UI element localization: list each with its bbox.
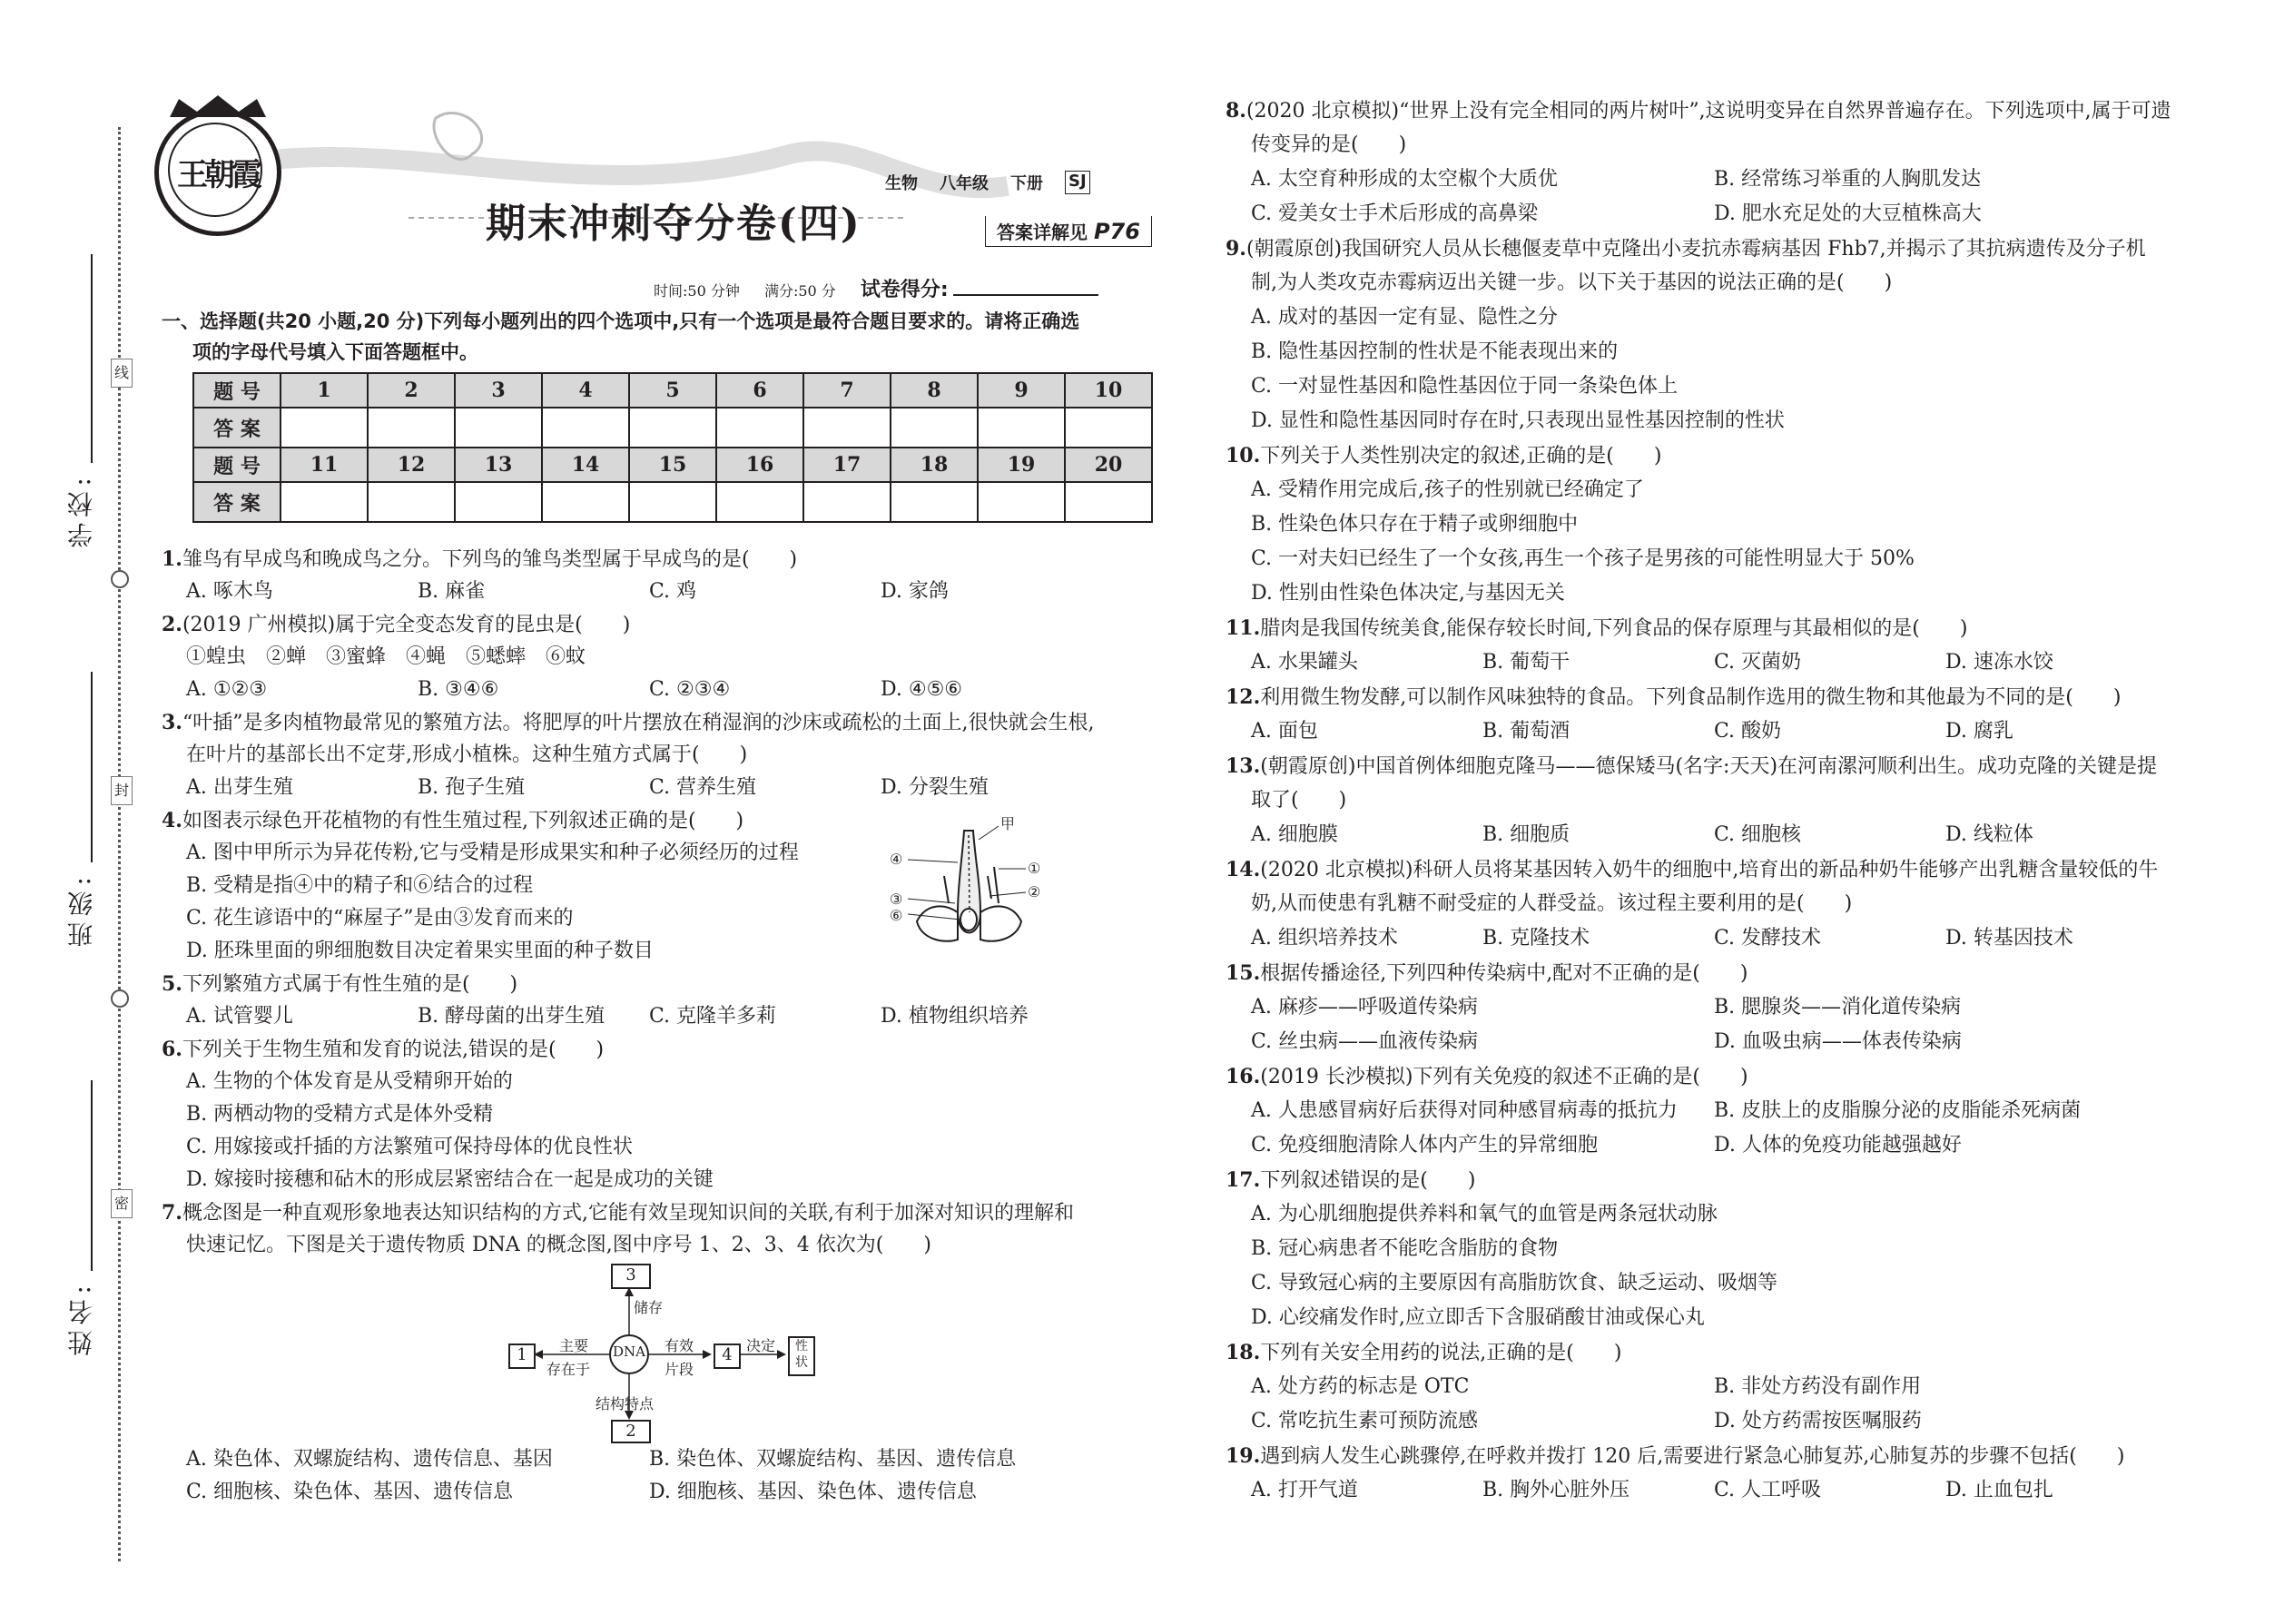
option[interactable]: C. 一对夫妇已经生了一个女孩,再生一个孩子是男孩的可能性明显大于 50% (1251, 547, 1915, 570)
answer-cell[interactable] (542, 408, 629, 448)
label-segment: 片段 (665, 1361, 694, 1378)
option[interactable]: C. 丝虫病——血液传染病 (1251, 1030, 1479, 1053)
question-14-line2: 奶,从而使患有乳糖不耐受症的人群受益。该过程主要利用的是( ) (1251, 892, 1853, 915)
option[interactable]: B. 克隆技术 (1482, 927, 1590, 950)
class-label: 班级: (66, 871, 96, 948)
option[interactable]: C. 花生谚语中的“麻屋子”是由③发育而来的 (186, 907, 574, 930)
label-exists-in: 存在于 (546, 1361, 591, 1378)
answer-cell[interactable] (368, 408, 455, 448)
question-13: 13.(朝霞原创)中国首例体细胞克隆马——德保矮马(名字:天天)在河南漯河顺利出生。成功克隆的关键是提 (1226, 754, 2158, 778)
option[interactable]: C. 营养生殖 (649, 776, 757, 799)
option[interactable]: D. 转基因技术 (1945, 927, 2073, 950)
answer-cell[interactable] (716, 482, 803, 522)
option[interactable]: A. 染色体、双螺旋结构、遗传信息、基因 (186, 1448, 553, 1471)
table-label-number: 题 号 (193, 448, 281, 482)
tag-grade: 八年级 (940, 174, 989, 193)
option[interactable]: A. 出芽生殖 (186, 776, 293, 799)
option[interactable]: C. 用嫁接或扦插的方法繁殖可保持母体的优良性状 (186, 1136, 634, 1158)
table-number: 10 (1065, 373, 1152, 408)
option[interactable]: D. 性别由性染色体决定,与基因无关 (1251, 582, 1565, 605)
answer-cell[interactable] (542, 482, 629, 522)
option[interactable]: D. 嫁接时接穗和砧木的形成层紧密结合在一起是成功的关键 (186, 1168, 714, 1191)
flower-label-3: ③ (890, 891, 903, 908)
option[interactable]: C. ②③④ (649, 678, 731, 701)
option[interactable]: D. 血吸虫病——体表传染病 (1714, 1030, 1962, 1053)
option[interactable]: C. 灭菌奶 (1714, 651, 1802, 674)
option[interactable]: D. 植物组织培养 (881, 1005, 1029, 1028)
tag-subject: 生物 (885, 174, 918, 193)
answer-cell[interactable] (803, 482, 891, 522)
crown-icon (152, 94, 284, 119)
option[interactable]: A. 人患感冒病好后获得对同种感冒病毒的抵抗力 (1251, 1099, 1678, 1122)
option[interactable]: D. 线粒体 (1945, 823, 2033, 846)
binding-hole-icon (111, 989, 129, 1008)
option[interactable]: D. 心绞痛发作时,应立即舌下含服硝酸甘油或保心丸 (1251, 1306, 1705, 1329)
option[interactable]: A. 细胞膜 (1251, 823, 1338, 846)
school-underline (91, 254, 93, 463)
option[interactable]: D. 家鸽 (881, 580, 949, 603)
table-number: 2 (368, 373, 455, 408)
option[interactable]: B. ③④⑥ (418, 678, 499, 701)
dna-concept-map (508, 1264, 835, 1441)
option[interactable]: C. 常吃抗生素可预防流感 (1251, 1410, 1479, 1432)
answer-cell[interactable] (629, 482, 716, 522)
option[interactable]: A. 生物的个体发育是从受精卵开始的 (186, 1070, 513, 1093)
option[interactable]: D. 显性和隐性基因同时存在时,只表现出显性基因控制的性状 (1251, 409, 1785, 432)
option[interactable]: C. 发酵技术 (1714, 927, 1822, 950)
option[interactable]: D. 分裂生殖 (881, 776, 989, 799)
label-structure: 结构特点 (596, 1395, 655, 1412)
flower-label-2: ② (1028, 883, 1041, 901)
concept-box-trait: 性状 (788, 1336, 815, 1376)
table-label-number: 题 号 (193, 373, 281, 408)
option[interactable]: C. 爱美女士手术后形成的高鼻梁 (1251, 202, 1539, 225)
question-1: 1.雏鸟有早成鸟和晚成鸟之分。下列鸟的雏鸟类型属于早成鸟的是( ) (162, 547, 798, 571)
option[interactable]: A. 处方药的标志是 OTC (1251, 1375, 1470, 1398)
option[interactable]: A. ①②③ (186, 678, 268, 701)
option[interactable]: C. 克隆羊多莉 (649, 1005, 777, 1028)
answer-cell[interactable] (891, 482, 978, 522)
concept-box-1: 1 (508, 1343, 536, 1369)
table-number: 1 (281, 373, 368, 408)
answer-cell[interactable] (803, 408, 891, 448)
question-17: 17.下列叙述错误的是( ) (1226, 1168, 1476, 1192)
school-label: 学校: (66, 472, 96, 548)
option[interactable]: D. 腐乳 (1945, 720, 2013, 743)
option[interactable]: A. 水果罐头 (1251, 651, 1358, 674)
table-number: 8 (891, 373, 978, 408)
table-number: 7 (803, 373, 891, 408)
section-intro-line2: 项的字母代号填入下面答题框中。 (192, 341, 478, 363)
option[interactable]: B. 受精是指④中的精子和⑥结合的过程 (186, 874, 534, 897)
table-number: 15 (629, 448, 716, 482)
option[interactable]: B. 葡萄干 (1482, 651, 1570, 674)
option[interactable]: D. 胚珠里面的卵细胞数目决定着果实里面的种子数目 (186, 940, 654, 962)
page-title: 期末冲刺夺分卷(四) (486, 201, 861, 247)
exam-time: 时间:50 分钟 (654, 282, 740, 300)
score-field[interactable] (953, 294, 1098, 296)
question-14: 14.(2020 北京模拟)科研人员将某基因转入奶牛的细胞中,培育出的新品种奶牛能够产出乳糖含量较低的牛 (1226, 858, 2159, 881)
option[interactable]: A. 成对的基因一定有显、隐性之分 (1251, 306, 1558, 329)
option[interactable]: B. 两栖动物的受精方式是体外受精 (186, 1103, 494, 1126)
binding-dotted-line (118, 127, 121, 1561)
option[interactable]: A. 为心肌细胞提供养料和氧气的血管是两条冠状动脉 (1251, 1203, 1718, 1225)
exam-full-score: 满分:50 分 (763, 282, 836, 300)
exam-meta (654, 274, 1098, 302)
question-9-line2: 制,为人类攻克赤霉病迈出关键一步。以下关于基因的说法正确的是( ) (1251, 271, 1893, 294)
option[interactable]: C. 鸡 (649, 580, 697, 603)
option[interactable]: D. 速冻水饺 (1945, 651, 2053, 674)
question-7: 7.概念图是一种直观形象地表达知识结构的方式,它能有效呈现知识间的关联,有利于加深对知识的理解和 (162, 1201, 1074, 1225)
cut-mark-secret: 密 (111, 1189, 133, 1218)
option[interactable]: A. 啄木鸟 (186, 580, 273, 603)
option[interactable]: A. 太空育种形成的太空椒个大质优 (1251, 168, 1558, 191)
option[interactable]: A. 面包 (1251, 720, 1318, 743)
label-store: 储存 (634, 1299, 664, 1316)
option[interactable]: A. 麻疹——呼吸道传染病 (1251, 996, 1478, 1019)
answer-cell[interactable] (368, 482, 455, 522)
question-5: 5.下列繁殖方式属于有性生殖的是( ) (162, 972, 518, 996)
table-number: 13 (455, 448, 542, 482)
table-number: 6 (716, 373, 803, 408)
option[interactable]: B. 冠心病患者不能吃含脂肪的食物 (1251, 1237, 1559, 1260)
option[interactable]: B. 麻雀 (418, 580, 486, 603)
question-2: 2.(2019 广州模拟)属于完全变态发育的昆虫是( ) (162, 613, 631, 636)
tag-volume: 下册 (1010, 174, 1043, 193)
table-number: 17 (803, 448, 891, 482)
flower-label-jia: 甲 (1000, 815, 1016, 832)
option[interactable]: C. 酸奶 (1714, 720, 1782, 743)
name-label: 姓名: (66, 1280, 96, 1356)
table-number: 18 (891, 448, 978, 482)
answer-cell[interactable] (1065, 482, 1152, 522)
option[interactable]: A. 试管婴儿 (186, 1005, 293, 1028)
option[interactable]: B. 非处方药没有副作用 (1714, 1375, 1922, 1398)
answer-cell[interactable] (629, 408, 716, 448)
answer-cell[interactable] (716, 408, 803, 448)
table-label-answer: 答 案 (193, 482, 281, 522)
question-8-line2: 传变异的是( ) (1251, 133, 1407, 156)
option[interactable]: D. 处方药需按医嘱服药 (1714, 1410, 1922, 1432)
option[interactable]: B. 染色体、双螺旋结构、基因、遗传信息 (649, 1448, 1017, 1471)
subject-tags (885, 171, 1090, 194)
answer-cell[interactable] (281, 408, 368, 448)
option[interactable]: C. 细胞核、染色体、基因、遗传信息 (186, 1481, 514, 1503)
label-effective: 有效 (665, 1337, 694, 1354)
flower-label-1: ① (1028, 860, 1041, 877)
option[interactable]: C. 细胞核 (1714, 823, 1802, 846)
answer-ref-page: P76 (1093, 219, 1140, 244)
question-8: 8.(2020 北京模拟)“世界上没有完全相同的两片树叶”,这说明变异在自然界普遍存在。下列选项中,属于可遗 (1226, 99, 2171, 123)
table-number: 5 (629, 373, 716, 408)
option[interactable]: B. 细胞质 (1482, 823, 1570, 846)
answer-cell[interactable] (978, 408, 1065, 448)
table-number: 20 (1065, 448, 1152, 482)
table-number: 11 (281, 448, 368, 482)
answer-cell[interactable] (455, 408, 542, 448)
table-number: 12 (368, 448, 455, 482)
option[interactable]: A. 组织培养技术 (1251, 927, 1398, 950)
option[interactable]: B. 性染色体只存在于精子或卵细胞中 (1251, 513, 1579, 536)
answer-cell[interactable] (455, 482, 542, 522)
table-number: 4 (542, 373, 629, 408)
name-underline (91, 1080, 93, 1271)
option[interactable]: D. 人体的免疫功能越强越好 (1714, 1134, 1962, 1156)
option[interactable]: C. 人工呼吸 (1714, 1479, 1822, 1501)
option[interactable]: B. 腮腺炎——消化道传染病 (1714, 996, 1962, 1019)
logo (154, 109, 281, 236)
cut-mark-line: 线 (111, 359, 133, 388)
dna-node: DNA (613, 1343, 645, 1360)
flower-diagram (871, 812, 1071, 958)
question-10: 10.下列关于人类性别决定的叙述,正确的是( ) (1226, 444, 1662, 468)
answer-cell[interactable] (281, 482, 368, 522)
score-label: 试卷得分: (860, 279, 949, 301)
question-18: 18.下列有关安全用药的说法,正确的是( ) (1226, 1341, 1622, 1364)
option[interactable]: D. ④⑤⑥ (881, 678, 963, 701)
question-3-line2: 在叶片的基部长出不定芽,形成小植株。这种生殖方式属于( ) (186, 743, 748, 766)
table-number: 9 (978, 373, 1065, 408)
question-7-line2: 快速记忆。下图是关于遗传物质 DNA 的概念图,图中序号 1、2、3、4 依次为( ) (186, 1234, 931, 1256)
logo-text: 王朝霞 (177, 157, 259, 193)
option[interactable]: B. 酵母菌的出芽生殖 (418, 1005, 605, 1028)
label-main: 主要 (559, 1337, 589, 1354)
option[interactable]: C. 一对显性基因和隐性基因位于同一条染色体上 (1251, 375, 1679, 398)
answer-table (192, 372, 1153, 523)
question-3: 3.“叶插”是多肉植物最常见的繁殖方法。将肥厚的叶片摆放在稍湿润的沙床或疏松的土面上,很快就会生根, (162, 711, 1095, 734)
option[interactable]: D. 肥水充足处的大豆植株高大 (1714, 202, 1982, 225)
binding-hole-icon (111, 570, 129, 588)
concept-box-3: 3 (611, 1264, 651, 1289)
label-determine: 决定 (746, 1337, 776, 1354)
option[interactable]: D. 止血包扎 (1945, 1479, 2053, 1501)
answer-reference (985, 216, 1152, 247)
option[interactable]: B. 隐性基因控制的性状是不能表现出来的 (1251, 340, 1619, 363)
option[interactable]: B. 胸外心脏外压 (1482, 1479, 1630, 1501)
answer-cell[interactable] (978, 482, 1065, 522)
question-6: 6.下列关于生物生殖和发育的说法,错误的是( ) (162, 1038, 605, 1061)
option[interactable]: B. 经常练习举重的人胸肌发达 (1714, 168, 1982, 191)
answer-cell[interactable] (891, 408, 978, 448)
option[interactable]: A. 打开气道 (1251, 1479, 1358, 1501)
flower-label-4: ④ (890, 851, 903, 868)
option[interactable]: B. 孢子生殖 (418, 776, 526, 799)
class-underline (91, 672, 93, 862)
question-4: 4.如图表示绿色开花植物的有性生殖过程,下列叙述正确的是( ) (162, 809, 744, 832)
concept-box-4: 4 (714, 1343, 741, 1369)
table-number: 14 (542, 448, 629, 482)
option[interactable]: D. 细胞核、基因、染色体、遗传信息 (649, 1481, 977, 1503)
table-number: 3 (455, 373, 542, 408)
table-number: 19 (978, 448, 1065, 482)
option[interactable]: A. 受精作用完成后,孩子的性别就已经确定了 (1251, 478, 1644, 501)
question-13-line2: 取了( ) (1251, 789, 1347, 812)
question-16: 16.(2019 长沙模拟)下列有关免疫的叙述不正确的是( ) (1226, 1065, 1748, 1088)
question-9: 9.(朝霞原创)我国研究人员从长穗偃麦草中克隆出小麦抗赤霉病基因 Fhb7,并揭示了其抗病遗传及分子机 (1226, 237, 2146, 261)
option[interactable]: B. 皮肤上的皮脂腺分泌的皮脂能杀死病菌 (1714, 1099, 2082, 1122)
option[interactable]: B. 葡萄酒 (1482, 720, 1570, 743)
cut-mark-seal: 封 (111, 776, 133, 805)
option[interactable]: C. 免疫细胞清除人体内产生的异常细胞 (1251, 1134, 1599, 1156)
answer-ref-prefix: 答案详解见 (997, 221, 1088, 243)
question-12: 12.利用微生物发酵,可以制作风味独特的食品。下列食品制作选用的微生物和其他最为不同的是( ) (1226, 685, 2122, 709)
option[interactable]: C. 导致冠心病的主要原因有高脂肪饮食、缺乏运动、吸烟等 (1251, 1272, 1778, 1294)
tag-edition: SJ (1065, 171, 1090, 194)
section-intro-line1: 一、选择题(共20 小题,20 分)下列每小题列出的四个选项中,只有一个选项是最符合题目要求的。请将正确选 (162, 310, 1080, 332)
question-11: 11.腊肉是我国传统美食,能保存较长时间,下列食品的保存原理与其最相似的是( ) (1226, 616, 1968, 640)
table-number: 16 (716, 448, 803, 482)
answer-cell[interactable] (1065, 408, 1152, 448)
concept-box-2: 2 (611, 1420, 651, 1443)
table-label-answer: 答 案 (193, 408, 281, 448)
flower-illustration-icon (871, 812, 1071, 958)
option[interactable]: A. 图中甲所示为异花传粉,它与受精是形成果实和种子必须经历的过程 (186, 842, 799, 864)
flower-label-6: ⑥ (890, 907, 903, 924)
question-15: 15.根据传播途径,下列四种传染病中,配对不正确的是( ) (1226, 961, 1748, 985)
question-19: 19.遇到病人发生心跳骤停,在呼救并拨打 120 后,需要进行紧急心肺复苏,心肺复苏的步骤不包括( ) (1226, 1444, 2125, 1468)
question-2-items: ①蝗虫 ②蝉 ③蜜蜂 ④蝇 ⑤蟋蟀 ⑥蚊 (186, 645, 586, 668)
